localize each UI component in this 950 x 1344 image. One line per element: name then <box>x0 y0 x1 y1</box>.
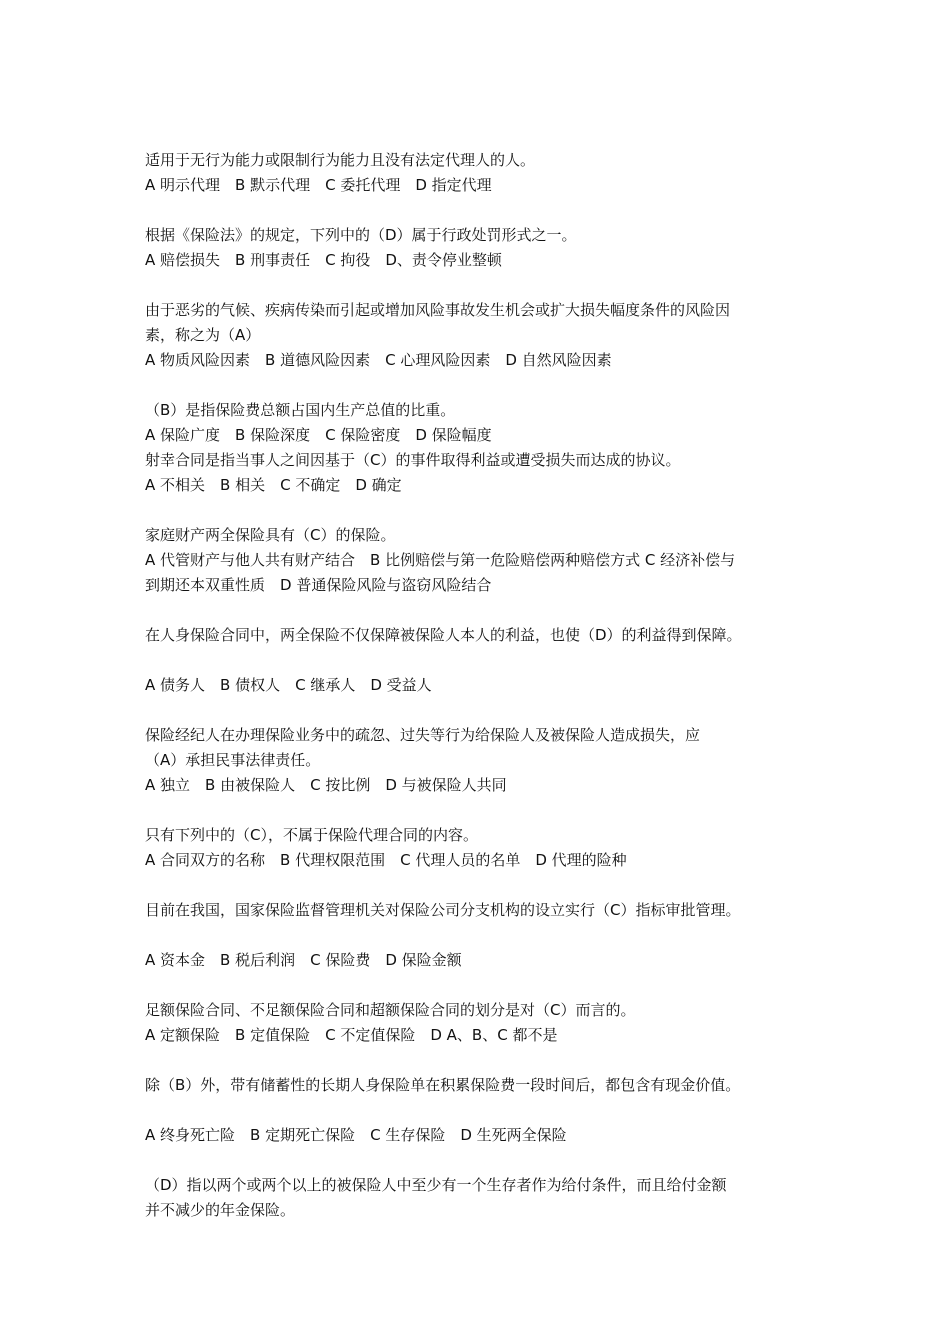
blank-line <box>145 198 825 223</box>
text-line: 家庭财产两全保险具有（C）的保险。 <box>145 526 396 544</box>
text-line: 并不减少的年金保险。 <box>145 1201 296 1219</box>
text-line: 目前在我国，国家保险监督管理机关对保险公司分支机构的设立实行（C）指标审批管理。 <box>145 901 741 919</box>
text-line: 由于恶劣的气候、疾病传染而引起或增加风险事故发生机会或扩大损失幅度条件的风险因 <box>145 301 731 319</box>
text-line: （D）指以两个或两个以上的被保险人中至少有一个生存者作为给付条件，而且给付金额 <box>145 1176 727 1194</box>
text-line: A 债务人 B 债权人 C 继承人 D 受益人 <box>145 676 432 694</box>
blank-line <box>145 698 825 723</box>
blank-line <box>145 273 825 298</box>
text-line: 在人身保险合同中，两全保险不仅保障被保险人本人的利益，也使（D）的利益得到保障。 <box>145 626 742 644</box>
blank-line <box>145 648 825 673</box>
text-line: A 独立 B 由被保险人 C 按比例 D 与被保险人共同 <box>145 776 507 794</box>
blank-line <box>145 498 825 523</box>
text-line: A 不相关 B 相关 C 不确定 D 确定 <box>145 476 402 494</box>
blank-line <box>145 798 825 823</box>
text-line: 只有下列中的（C），不属于保险代理合同的内容。 <box>145 826 478 844</box>
text-line: A 终身死亡险 B 定期死亡保险 C 生存保险 D 生死两全保险 <box>145 1126 567 1144</box>
text-line: 保险经纪人在办理保险业务中的疏忽、过失等行为给保险人及被保险人造成损失，应 <box>145 726 701 744</box>
text-line: 除（B）外，带有储蓄性的长期人身保险单在积累保险费一段时间后，都包含有现金价值。 <box>145 1076 741 1094</box>
blank-line <box>145 973 825 998</box>
blank-line <box>145 1148 825 1173</box>
blank-line <box>145 1048 825 1073</box>
text-line: A 合同双方的名称 B 代理权限范围 C 代理人员的名单 D 代理的险种 <box>145 851 627 869</box>
text-line: （B）是指保险费总额占国内生产总值的比重。 <box>145 401 456 419</box>
text-line: 适用于无行为能力或限制行为能力且没有法定代理人的人。 <box>145 151 536 169</box>
text-line: A 定额保险 B 定值保险 C 不定值保险 D A、B、C 都不是 <box>145 1026 558 1044</box>
document-body <box>145 148 825 1223</box>
blank-line <box>145 598 825 623</box>
blank-line <box>145 873 825 898</box>
text-line: A 保险广度 B 保险深度 C 保险密度 D 保险幅度 <box>145 426 492 444</box>
text-line: A 代管财产与他人共有财产结合 B 比例赔偿与第一危险赔偿两种赔偿方式 C 经济补偿与 <box>145 551 736 569</box>
text-line: 素，称之为（A） <box>145 326 261 344</box>
text-line: A 赔偿损失 B 刑事责任 C 拘役 D、责令停业整顿 <box>145 251 502 269</box>
text-line: 射幸合同是指当事人之间因基于（C）的事件取得利益或遭受损失而达成的协议。 <box>145 451 681 469</box>
text-line: 到期还本双重性质 D 普通保险风险与盗窃风险结合 <box>145 576 492 594</box>
text-line: A 明示代理 B 默示代理 C 委托代理 D 指定代理 <box>145 176 492 194</box>
text-line: A 物质风险因素 B 道德风险因素 C 心理风险因素 D 自然风险因素 <box>145 351 612 369</box>
blank-line <box>145 923 825 948</box>
text-line: （A）承担民事法律责任。 <box>145 751 321 769</box>
text-line: A 资本金 B 税后利润 C 保险费 D 保险金额 <box>145 951 462 969</box>
text-line: 足额保险合同、不足额保险合同和超额保险合同的划分是对（C）而言的。 <box>145 1001 636 1019</box>
blank-line <box>145 373 825 398</box>
text-line: 根据《保险法》的规定，下列中的（D）属于行政处罚形式之一。 <box>145 226 577 244</box>
blank-line <box>145 1098 825 1123</box>
